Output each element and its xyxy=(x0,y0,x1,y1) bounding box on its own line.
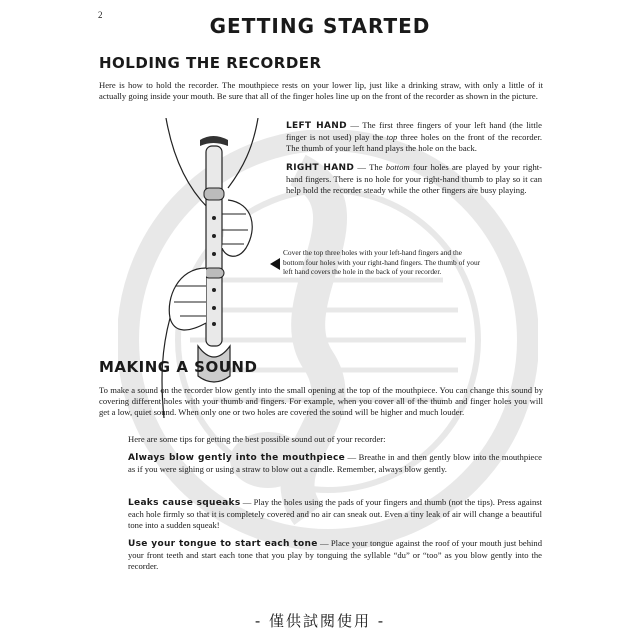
page-title: GETTING STARTED xyxy=(209,14,431,38)
tip-text: — Play the holes using the pads of your fingers and thumb (not the tips). Press against each hole firmly so that it is completely covered and no air can sneak out. Even a tiny leak of air will change a beautiful tone into a sudden squeak! xyxy=(128,497,542,530)
right-hand-emphasis: bottom xyxy=(385,162,410,172)
holding-intro: Here is how to hold the recorder. The mouthpiece rests on your lower lip, just like a drinking straw, with only a little of it actually going inside your mouth. Be sure that all of the finger holes line up on the front of the recorder as shown in the picture. xyxy=(99,80,543,101)
section-heading-sound: MAKING A SOUND xyxy=(99,358,258,376)
tip-item xyxy=(128,538,542,572)
illustration-caption: Cover the top three holes with your left-hand fingers and the bottom four holes with your right-hand fingers. The thumb of your left hand covers the hole in the back of your recorder. xyxy=(283,248,481,277)
left-hand-emphasis: top xyxy=(386,132,398,142)
right-hand-paragraph xyxy=(286,162,542,196)
page-number: 2 xyxy=(98,10,103,20)
left-hand-text-end: three holes on the front of the recorder. The thumb of your left hand plays the hole on the back. xyxy=(286,132,542,153)
right-hand-label: RIGHT HAND xyxy=(286,163,355,173)
tip-label: Use your tongue to start each tone xyxy=(128,539,318,549)
section-heading-holding: HOLDING THE RECORDER xyxy=(99,54,322,72)
right-hand-text: — The xyxy=(354,162,386,172)
preview-footer: - 僅供試閱使用 - xyxy=(254,612,386,630)
right-hand-text-end: four holes are played by your right-hand fingers. There is no hole for your right-hand thumb to play so it can help hold the recorder steady while the other fingers are busy playing. xyxy=(286,162,542,195)
tip-item xyxy=(128,497,542,531)
pointer-arrow-icon xyxy=(270,258,280,270)
tip-text: — Breathe in and then gently blow into the mouthpiece as if you were sighing or using a straw to blow out a candle. Remember, always blow gently. xyxy=(128,452,542,474)
tips-intro: Here are some tips for getting the best possible sound out of your recorder: xyxy=(128,434,386,444)
tip-label: Always blow gently into the mouthpiece xyxy=(128,453,346,463)
left-hand-label: LEFT HAND xyxy=(286,121,347,131)
tip-label: Leaks cause squeaks xyxy=(128,498,241,508)
left-hand-text: — The first three fingers of your left hand (the little finger is not used) play the xyxy=(286,120,542,142)
left-hand-paragraph xyxy=(286,120,542,154)
sound-intro: To make a sound on the recorder blow gently into the small opening at the top of the mouthpiece. You can change this sound by covering different holes with your thumb and fingers. For example, when you cover all of the thumb and finger holes you will get a low, quiet sound. When only one or two holes are covered the sound will be higher and much louder. xyxy=(99,385,543,417)
tip-item xyxy=(128,452,542,475)
tip-text: — Place your tongue against the roof of your mouth just behind your front teeth and start each tone that you play by tonguing the syllable “du” or “too” as you blow gently into the recorder. xyxy=(128,538,543,571)
